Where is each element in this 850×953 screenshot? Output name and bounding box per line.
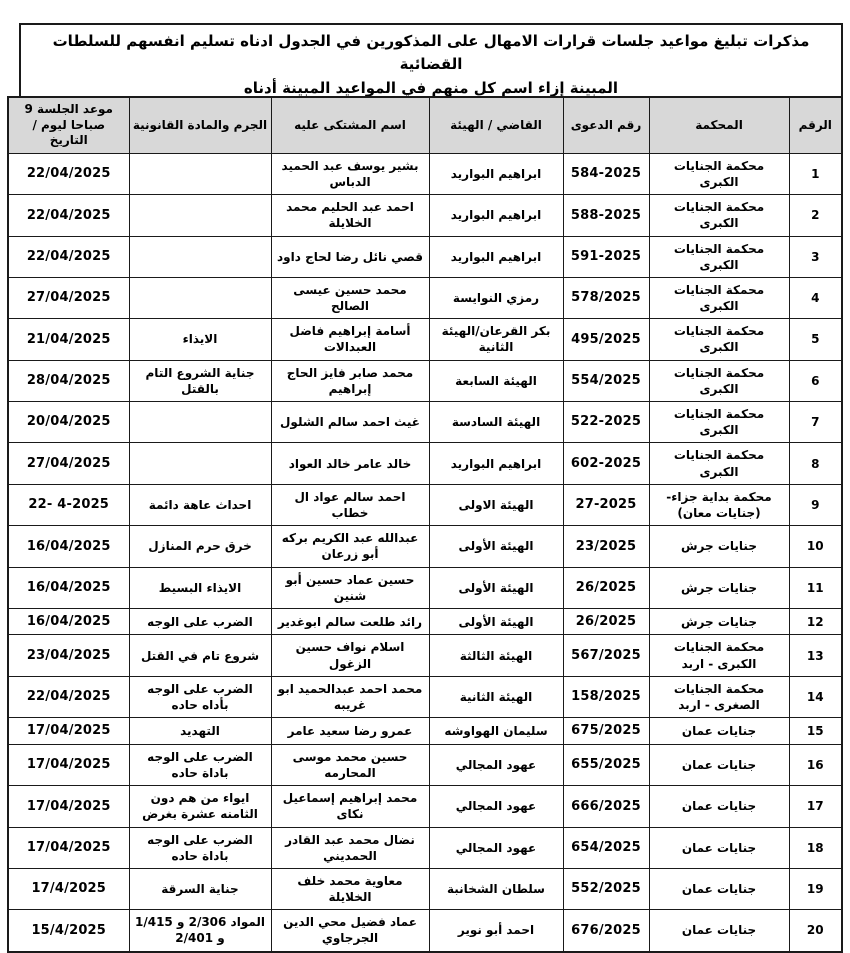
court-cell: محكمة الجنايات الصغرى - اربد (649, 676, 789, 717)
row-number-cell: 9 (789, 484, 842, 525)
column-header-case-number: رقم الدعوى (563, 97, 649, 153)
defendant-name-cell: أسامة إبراهيم فاضل العبدالات (271, 319, 429, 360)
row-number-cell: 11 (789, 567, 842, 608)
judge-cell: ابراهيم البواريد (429, 153, 563, 194)
table-row (8, 786, 842, 827)
session-date-cell: 27/04/2025 (8, 277, 129, 318)
judge-cell: ابراهيم البواريد (429, 236, 563, 277)
table-row (8, 443, 842, 484)
crime-cell (129, 153, 271, 194)
defendant-name-cell: محمد صابر فايز الحاج إبراهيم (271, 360, 429, 401)
judge-cell: الهيئة الاولى (429, 484, 563, 525)
defendant-name-cell: غيث احمد سالم الشلول (271, 402, 429, 443)
row-number-cell: 20 (789, 910, 842, 952)
court-cell: جنايات عمان (649, 718, 789, 745)
case-number-cell: 26/2025 (563, 608, 649, 635)
crime-cell: الايذاء (129, 319, 271, 360)
document-title (19, 23, 843, 107)
session-date-cell: 23/04/2025 (8, 635, 129, 676)
defendant-name-cell: بشير يوسف عبد الحميد الدباس (271, 153, 429, 194)
row-number-cell: 16 (789, 744, 842, 785)
session-date-cell: 20/04/2025 (8, 402, 129, 443)
judge-cell: سلطان الشخانبة (429, 868, 563, 909)
court-cell: محكمة الجنايات الكبرى (649, 153, 789, 194)
session-date-cell: 17/04/2025 (8, 744, 129, 785)
column-header-court: المحكمة (649, 97, 789, 153)
crime-cell: شروع تام في القتل (129, 635, 271, 676)
crime-cell: الايذاء البسيط (129, 567, 271, 608)
judge-cell: سليمان الهواوشه (429, 718, 563, 745)
defendant-name-cell: احمد عبد الحليم محمد الخلايلة (271, 195, 429, 236)
judge-cell: الهيئة السابعة (429, 360, 563, 401)
crime-cell: جناية السرقة (129, 868, 271, 909)
table-row (8, 744, 842, 785)
defendant-name-cell: قصي نائل رضا لحاج داود (271, 236, 429, 277)
row-number-cell: 1 (789, 153, 842, 194)
table-row (8, 910, 842, 952)
case-number-cell: 584-2025 (563, 153, 649, 194)
case-number-cell: 26/2025 (563, 567, 649, 608)
court-cell: جنايات جرش (649, 608, 789, 635)
defendant-name-cell: اسلام نواف حسين الزغول (271, 635, 429, 676)
defendant-name-cell: محمد احمد عبدالحميد ابو غريبه (271, 676, 429, 717)
case-number-cell: 27-2025 (563, 484, 649, 525)
crime-cell: المواد 2/306 و 1/415 و 2/401 (129, 910, 271, 952)
court-cell: محكمة الجنايات الكبرى (649, 195, 789, 236)
case-number-cell: 578/2025 (563, 277, 649, 318)
case-number-cell: 522-2025 (563, 402, 649, 443)
session-date-cell: 22/04/2025 (8, 676, 129, 717)
row-number-cell: 2 (789, 195, 842, 236)
judge-cell: الهيئة الأولى (429, 608, 563, 635)
judge-cell: الهيئة الأولى (429, 526, 563, 567)
judge-cell: الهيئة السادسة (429, 402, 563, 443)
court-cell: جنايات عمان (649, 827, 789, 868)
case-number-cell: 602-2025 (563, 443, 649, 484)
row-number-cell: 6 (789, 360, 842, 401)
row-number-cell: 18 (789, 827, 842, 868)
case-number-cell: 554/2025 (563, 360, 649, 401)
crime-cell: الضرب على الوجه باداة حاده (129, 744, 271, 785)
document-title-line1: مذكرات تبليغ مواعيد جلسات قرارات الامهال على المذكورين في الجدول ادناه تسليم انفسهم للسلطات القضائية (52, 32, 810, 74)
row-number-cell: 17 (789, 786, 842, 827)
crime-cell: خرق حرم المنازل (129, 526, 271, 567)
judge-cell: عهود المجالي (429, 786, 563, 827)
judge-cell: عهود المجالي (429, 744, 563, 785)
row-number-cell: 5 (789, 319, 842, 360)
session-date-cell: 28/04/2025 (8, 360, 129, 401)
hearings-table (7, 96, 843, 953)
table-row (8, 635, 842, 676)
column-header-crime: الجرم والمادة القانونية (129, 97, 271, 153)
defendant-name-cell: نضال محمد عبد القادر الحمديني (271, 827, 429, 868)
session-date-cell: 17/04/2025 (8, 827, 129, 868)
crime-cell: الضرب على الوجه بأداه حاده (129, 676, 271, 717)
judge-cell: ابراهيم البواريد (429, 195, 563, 236)
defendant-name-cell: حسين عماد حسين أبو شنين (271, 567, 429, 608)
row-number-cell: 12 (789, 608, 842, 635)
case-number-cell: 655/2025 (563, 744, 649, 785)
table-row (8, 319, 842, 360)
case-number-cell: 675/2025 (563, 718, 649, 745)
crime-cell: الضرب على الوجه (129, 608, 271, 635)
table-row (8, 676, 842, 717)
crime-cell (129, 195, 271, 236)
crime-cell: ايواء من هم دون الثامنه عشرة بغرض (129, 786, 271, 827)
row-number-cell: 4 (789, 277, 842, 318)
session-date-cell: 17/4/2025 (8, 868, 129, 909)
column-header-session-date: موعد الجلسة 9 صباحا ليوم / التاريخ (8, 97, 129, 153)
crime-cell (129, 443, 271, 484)
defendant-name-cell: خالد عامر خالد العواد (271, 443, 429, 484)
table-row (8, 484, 842, 525)
judge-cell: احمد أبو نوير (429, 910, 563, 952)
crime-cell: التهديد (129, 718, 271, 745)
court-cell: جنايات عمان (649, 786, 789, 827)
table-row (8, 526, 842, 567)
table-row (8, 718, 842, 745)
column-header-defendant: اسم المشتكى عليه (271, 97, 429, 153)
row-number-cell: 15 (789, 718, 842, 745)
session-date-cell: 21/04/2025 (8, 319, 129, 360)
session-date-cell: 16/04/2025 (8, 608, 129, 635)
session-date-cell: 17/04/2025 (8, 718, 129, 745)
session-date-cell: 22/04/2025 (8, 153, 129, 194)
court-cell: جنايات جرش (649, 567, 789, 608)
crime-cell (129, 402, 271, 443)
case-number-cell: 23/2025 (563, 526, 649, 567)
court-cell: محكمة الجنايات الكبرى (649, 360, 789, 401)
court-cell: محكمة الجنايات الكبرى - اربد (649, 635, 789, 676)
case-number-cell: 666/2025 (563, 786, 649, 827)
crime-cell (129, 277, 271, 318)
table-row (8, 277, 842, 318)
defendant-name-cell: محمد حسين عيسى الصالح (271, 277, 429, 318)
session-date-cell: 15/4/2025 (8, 910, 129, 952)
judge-cell: ابراهيم البواريد (429, 443, 563, 484)
crime-cell: احداث عاهة دائمة (129, 484, 271, 525)
table-row (8, 827, 842, 868)
row-number-cell: 14 (789, 676, 842, 717)
defendant-name-cell: معاوية محمد خلف الخلايلة (271, 868, 429, 909)
session-date-cell: 27/04/2025 (8, 443, 129, 484)
session-date-cell: 22/04/2025 (8, 236, 129, 277)
table-row (8, 195, 842, 236)
session-date-cell: 16/04/2025 (8, 526, 129, 567)
judge-cell: بكر القرعان/الهيئة الثانية (429, 319, 563, 360)
table-row (8, 153, 842, 194)
case-number-cell: 495/2025 (563, 319, 649, 360)
court-cell: جنايات عمان (649, 744, 789, 785)
table-row (8, 567, 842, 608)
court-cell: جنايات عمان (649, 868, 789, 909)
judge-cell: الهيئة الثالثة (429, 635, 563, 676)
judge-cell: رمزي النوايسة (429, 277, 563, 318)
row-number-cell: 7 (789, 402, 842, 443)
session-date-cell: 22/04/2025 (8, 195, 129, 236)
court-cell: محكمة الجنايات الكبرى (649, 236, 789, 277)
table-body (8, 153, 842, 951)
session-date-cell: 17/04/2025 (8, 786, 129, 827)
row-number-cell: 19 (789, 868, 842, 909)
table-row (8, 236, 842, 277)
defendant-name-cell: عماد فضيل محي الدين الجرجاوي (271, 910, 429, 952)
court-cell: جنايات عمان (649, 910, 789, 952)
case-number-cell: 158/2025 (563, 676, 649, 717)
defendant-name-cell: عمرو رضا سعيد عامر (271, 718, 429, 745)
case-number-cell: 588-2025 (563, 195, 649, 236)
document-title-line2: المبينة إزاء اسم كل منهم في المواعيد المبينة أدناه (243, 78, 619, 97)
court-cell: جنايات جرش (649, 526, 789, 567)
column-header-judge: القاضي / الهيئة (429, 97, 563, 153)
court-cell: محكمة بداية جزاء- (جنايات معان) (649, 484, 789, 525)
court-cell: محمكة الجنايات الكبرى (649, 277, 789, 318)
judge-cell: الهيئة الأولى (429, 567, 563, 608)
judge-cell: عهود المجالي (429, 827, 563, 868)
column-header-number: الرقم (789, 97, 842, 153)
judge-cell: الهيئة الثانية (429, 676, 563, 717)
table-row (8, 868, 842, 909)
case-number-cell: 591-2025 (563, 236, 649, 277)
court-cell: محكمة الجنايات الكبرى (649, 319, 789, 360)
session-date-cell: 22- 4-2025 (8, 484, 129, 525)
row-number-cell: 8 (789, 443, 842, 484)
crime-cell: جناية الشروع التام بالقتل (129, 360, 271, 401)
row-number-cell: 13 (789, 635, 842, 676)
defendant-name-cell: احمد سالم عواد ال خطاب (271, 484, 429, 525)
case-number-cell: 654/2025 (563, 827, 649, 868)
session-date-cell: 16/04/2025 (8, 567, 129, 608)
crime-cell: الضرب على الوجه باداة حاده (129, 827, 271, 868)
table-header-row (8, 97, 842, 153)
row-number-cell: 3 (789, 236, 842, 277)
court-cell: محكمة الجنايات الكبرى (649, 443, 789, 484)
crime-cell (129, 236, 271, 277)
court-cell: محكمة الجنايات الكبرى (649, 402, 789, 443)
table-row (8, 402, 842, 443)
table-row (8, 608, 842, 635)
defendant-name-cell: رائد طلعت سالم ابوغدير (271, 608, 429, 635)
defendant-name-cell: محمد إبراهيم إسماعيل نكاى (271, 786, 429, 827)
table-row (8, 360, 842, 401)
case-number-cell: 552/2025 (563, 868, 649, 909)
row-number-cell: 10 (789, 526, 842, 567)
case-number-cell: 676/2025 (563, 910, 649, 952)
defendant-name-cell: حسين محمد موسى المحارمه (271, 744, 429, 785)
case-number-cell: 567/2025 (563, 635, 649, 676)
defendant-name-cell: عبدالله عبد الكريم بركه أبو زرعان (271, 526, 429, 567)
